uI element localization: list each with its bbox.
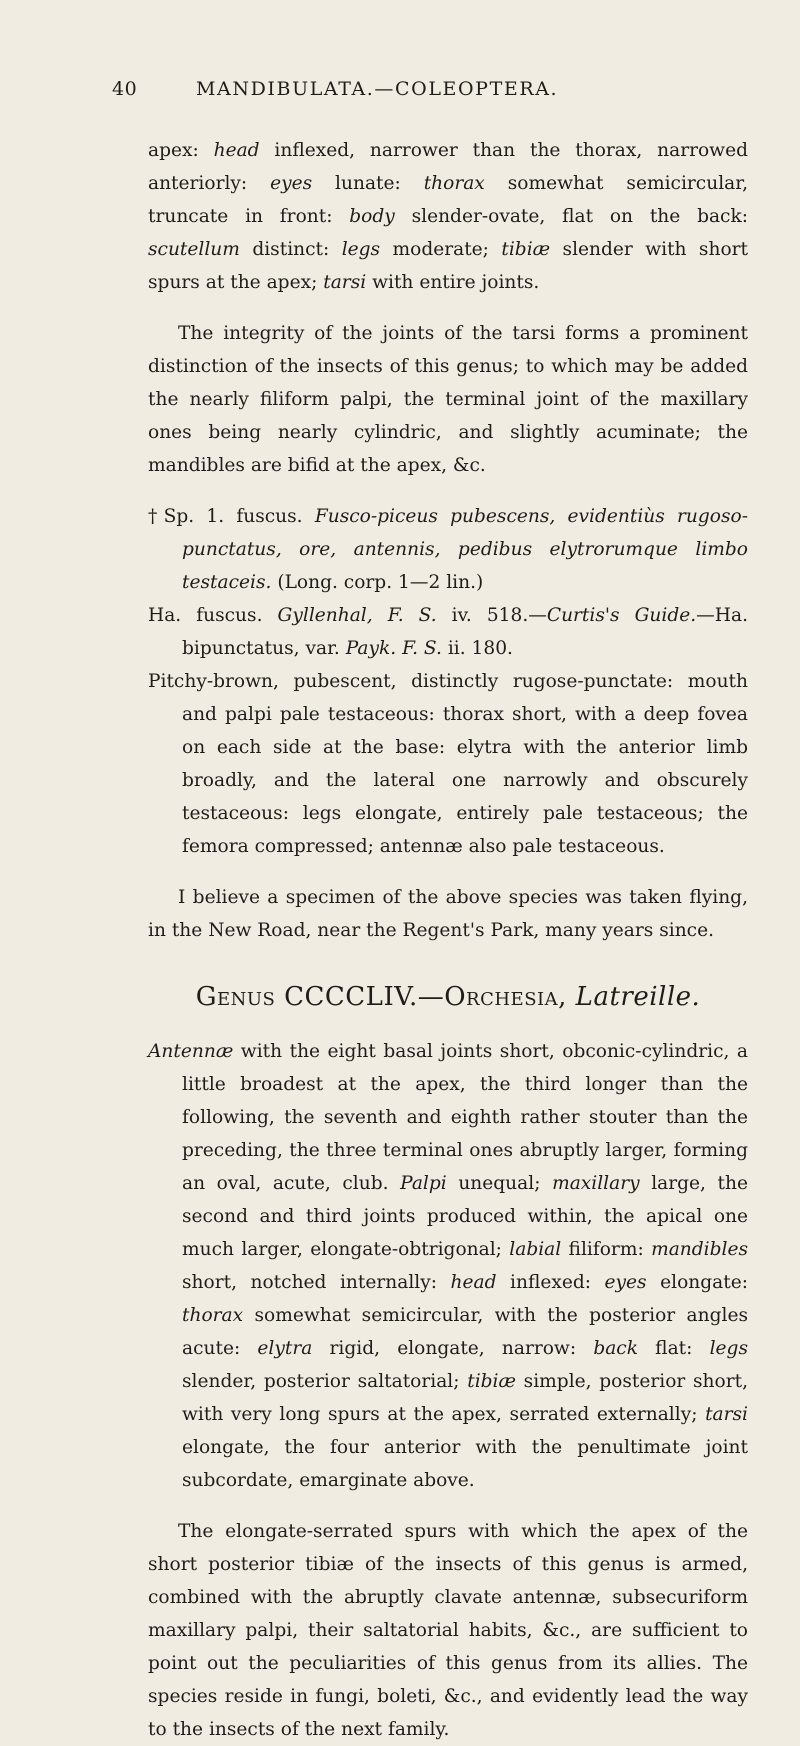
genus-characters-continued: apex: head inflexed, narrower than the thorax, narrowed anteriorly: eyes lunate: thorax somewhat semicircular, truncate in front: body slender-ovate, flat on the back: scutellum distinct: legs moderate; tibiæ slender with short spurs at the apex; tarsi with entire joints. [148, 140, 749, 293]
species-description: Pitchy-brown, pubescent, distinctly rugose-punctate: mouth and palpi pale testaceous: thorax short, with a deep fovea on each side at the base: elytra with the anterior limb broadly, and the lateral one narrowly and obscurely testaceous: legs elongate, entirely pale testaceous; the femora compressed; antennæ also pale testaceous. [148, 671, 748, 857]
genus-remarks-paragraph: The integrity of the joints of the tarsi forms a prominent distinction of the insects of this genus; to which may be added the nearly filiform palpi, the terminal joint of the maxillary ones being nearly cylindric, and slightly acuminate; the mandibles are bifid at the apex, &c. [148, 323, 748, 476]
species-synonymy: Ha. fuscus. Gyllenhal, F. S. iv. 518.—Curtis's Guide.—Ha. bipunctatus, var. Payk. F. S. ii. 180. [148, 605, 748, 659]
genus-characters: Antennæ with the eight basal joints short, obconic-cylindric, a little broadest at the apex, the third longer than the following, the seventh and eighth rather stouter than the preceding, the three terminal ones abruptly larger, forming an oval, acute, club. Palpi unequal; maxillary large, the second and third joints produced within, the apical one much larger, elongate-obtrigonal; labial filiform: mandibles short, notched internally: head inflexed: eyes elongate: thorax somewhat semicircular, with the posterior angles acute: elytra rigid, elongate, narrow: back flat: legs slender, posterior saltatorial; tibiæ simple, posterior short, with very long spurs at the apex, serrated externally; tarsi elongate, the four anterior with the penultimate joint subcordate, emarginate above. [148, 1041, 749, 1491]
capture-note-paragraph: I believe a specimen of the above species was taken flying, in the New Road, near the Regent's Park, many years since. [148, 887, 748, 941]
running-title: MANDIBULATA.—COLEOPTERA. [196, 78, 559, 100]
species-diagnosis: †Sp. 1. fuscus. Fusco-piceus pubescens, evidentiùs rugoso-punctatus, ore, antennis, pedibus elytrorumque limbo testaceis. (Long. corp. 1—2 lin.) [148, 506, 748, 593]
body-text [148, 134, 748, 1746]
genus-heading: Genus CCCCLIV.—Orchesia, Latreille. [195, 982, 701, 1012]
page-number: 40 [112, 78, 138, 100]
genus-remarks-paragraph-2: The elongate-serrated spurs with which the apex of the short posterior tibiæ of the insects of this genus is armed, combined with the abruptly clavate antennæ, subsecuriform maxillary palpi, their saltatorial habits, &c., are sufficient to point out the peculiarities of this genus from its allies. The species reside in fungi, boleti, &c., and evidently lead the way to the insects of the next family. [148, 1521, 748, 1740]
running-head [112, 78, 752, 108]
